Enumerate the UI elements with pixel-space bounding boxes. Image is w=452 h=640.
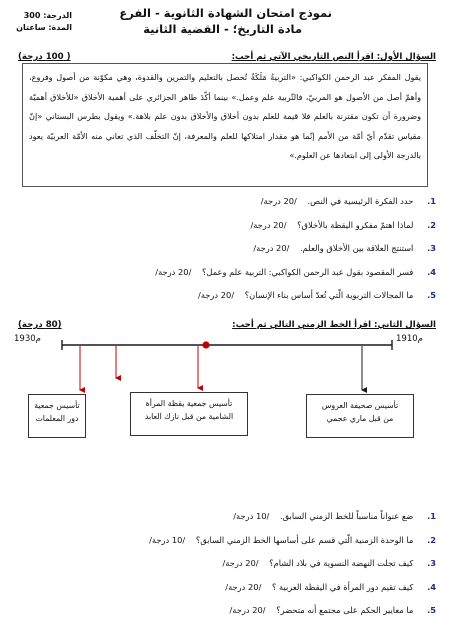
item-number: 2. (427, 219, 436, 230)
item-grade: /20 درجة/ (253, 243, 290, 253)
question2-title: السؤال الثاني: اقرأ الخط الزمني التالي ثم أجب: (232, 320, 436, 330)
item-grade: /10 درجة/ (149, 534, 186, 545)
item-text: كيف تجلت النهضة النسوية في بلاد الشام؟ (269, 558, 414, 568)
event-box-3 (28, 394, 86, 438)
item-number: 3. (427, 243, 436, 253)
item-text: فسر المقصود بقول عبد الرحمن الكواكبي: التربية علم وعمل؟ (202, 266, 414, 277)
item-number: 5. (427, 605, 436, 615)
item-number: 2. (427, 534, 436, 545)
timeline-end-year: 1930م (14, 334, 41, 344)
exam-title: نموذج امتحان الشهادة الثانوية - الفرع (119, 6, 332, 20)
question1-title: السؤال الأول: اقرأ النص التاريخي الآتي ثم أجب: (231, 52, 436, 62)
question1-heading (18, 52, 436, 62)
item-grade: /20 درجة/ (250, 219, 287, 230)
event-text: تأسيس جمعية (34, 401, 80, 410)
list-item (16, 194, 436, 218)
item-grade: /20 درجة/ (260, 196, 297, 206)
item-number: 1. (427, 196, 436, 206)
item-grade: /20 درجة/ (225, 581, 262, 592)
item-grade: /10 درجة/ (233, 511, 270, 521)
event-text: تأسيس جمعية يقظة المرأة (145, 399, 233, 408)
list-item (16, 218, 436, 242)
event-text: تأسيس صحيفة العروس (321, 401, 399, 410)
item-text: لماذا اهتمّ مفكرو اليقظة بالأخلاق؟ (297, 219, 414, 230)
item-text: ما معايير الحكم على مجتمع أنه متحضر؟ (276, 605, 414, 615)
item-number: 4. (427, 266, 436, 277)
list-item (16, 533, 436, 557)
timeline-start-year: 1910م (396, 334, 423, 344)
item-number: 4. (427, 581, 436, 592)
timeline (0, 330, 452, 400)
duration-label: المدة: ساعتان (16, 23, 72, 32)
question1-items (16, 194, 436, 312)
list-item (16, 556, 436, 580)
event-text: الشامية من قبل نازك العابد (144, 412, 234, 421)
item-grade: /20 درجة/ (229, 605, 266, 615)
event-box-1 (306, 394, 414, 438)
question2-points: (80 درجة) (18, 320, 62, 330)
list-item (16, 288, 436, 312)
question2-items (16, 509, 436, 627)
item-grade: /20 درجة/ (198, 290, 235, 300)
item-text: استنتج العلاقة بين الأخلاق والعلم. (300, 243, 414, 253)
item-text: ما الوحدة الزمنية الّتي قسم على أساسها الخط الزمني السابق؟ (195, 534, 414, 545)
exam-subtitle: مادة التاريخ؛ - القضية الثانية (143, 22, 302, 36)
list-item (16, 580, 436, 604)
list-item (16, 241, 436, 265)
item-grade: /20 درجة/ (155, 266, 192, 277)
event-text: من قبل ماري عجمي (326, 414, 394, 423)
item-grade: /20 درجة/ (222, 558, 259, 568)
list-item (16, 509, 436, 533)
item-text: ما المجالات التربوية الّتي تُعدّ أساس بناء الإنسان؟ (244, 290, 414, 300)
question2-heading (18, 320, 436, 330)
list-item (16, 265, 436, 289)
item-text: ضع عنواناً مناسباً للخط الزمني السابق. (279, 511, 414, 521)
item-text: كيف تقيم دور المرأة في اليقظة العربية ؟ (272, 581, 414, 592)
event-text: دور المعلمات (35, 414, 79, 423)
event-box-2 (130, 392, 248, 436)
timeline-midpoint-marker (202, 341, 209, 348)
question1-points: ( 100 درجة) (18, 52, 71, 62)
item-text: حدد الفكرة الرئيسية في النص. (307, 196, 414, 206)
item-number: 1. (427, 511, 436, 521)
item-number: 5. (427, 290, 436, 300)
item-number: 3. (427, 558, 436, 568)
score-label: الدرجة: 300 (23, 11, 72, 20)
list-item (16, 603, 436, 627)
historical-passage: يقول المفكر عبد الرحمن الكواكبي: «التربيةُ مَلَكَةٌ تُحصل بالتعليم والتمرين والقدوة، وهي مكوّنة من أصول وفروع، وأهمّ أصل من الأصول هو المربيّ، فالتّربية علم وعمل.» بينما أكّدَ طاهر الجزائري على أهمية الأخلاق «للأخلاق أهميّة وضرورة أن تكون مقترنة بالعلم فلا قيمة للعلم بدون أخلاق والأخلاق بدون علم بلاهة.» ويقول بطرس البستاني «إنّ مقياس تقدّم أيّ أمّة من الأمم إنّما هو مقدار امتلاكها للعلم والمعرفة، إنّ التخلّف الذي تعاني منه الأمّة العربيّة يعود بالدرجة الأولى إلى ابتعادها عن العلوم.» (22, 63, 428, 187)
exam-meta (16, 10, 72, 34)
